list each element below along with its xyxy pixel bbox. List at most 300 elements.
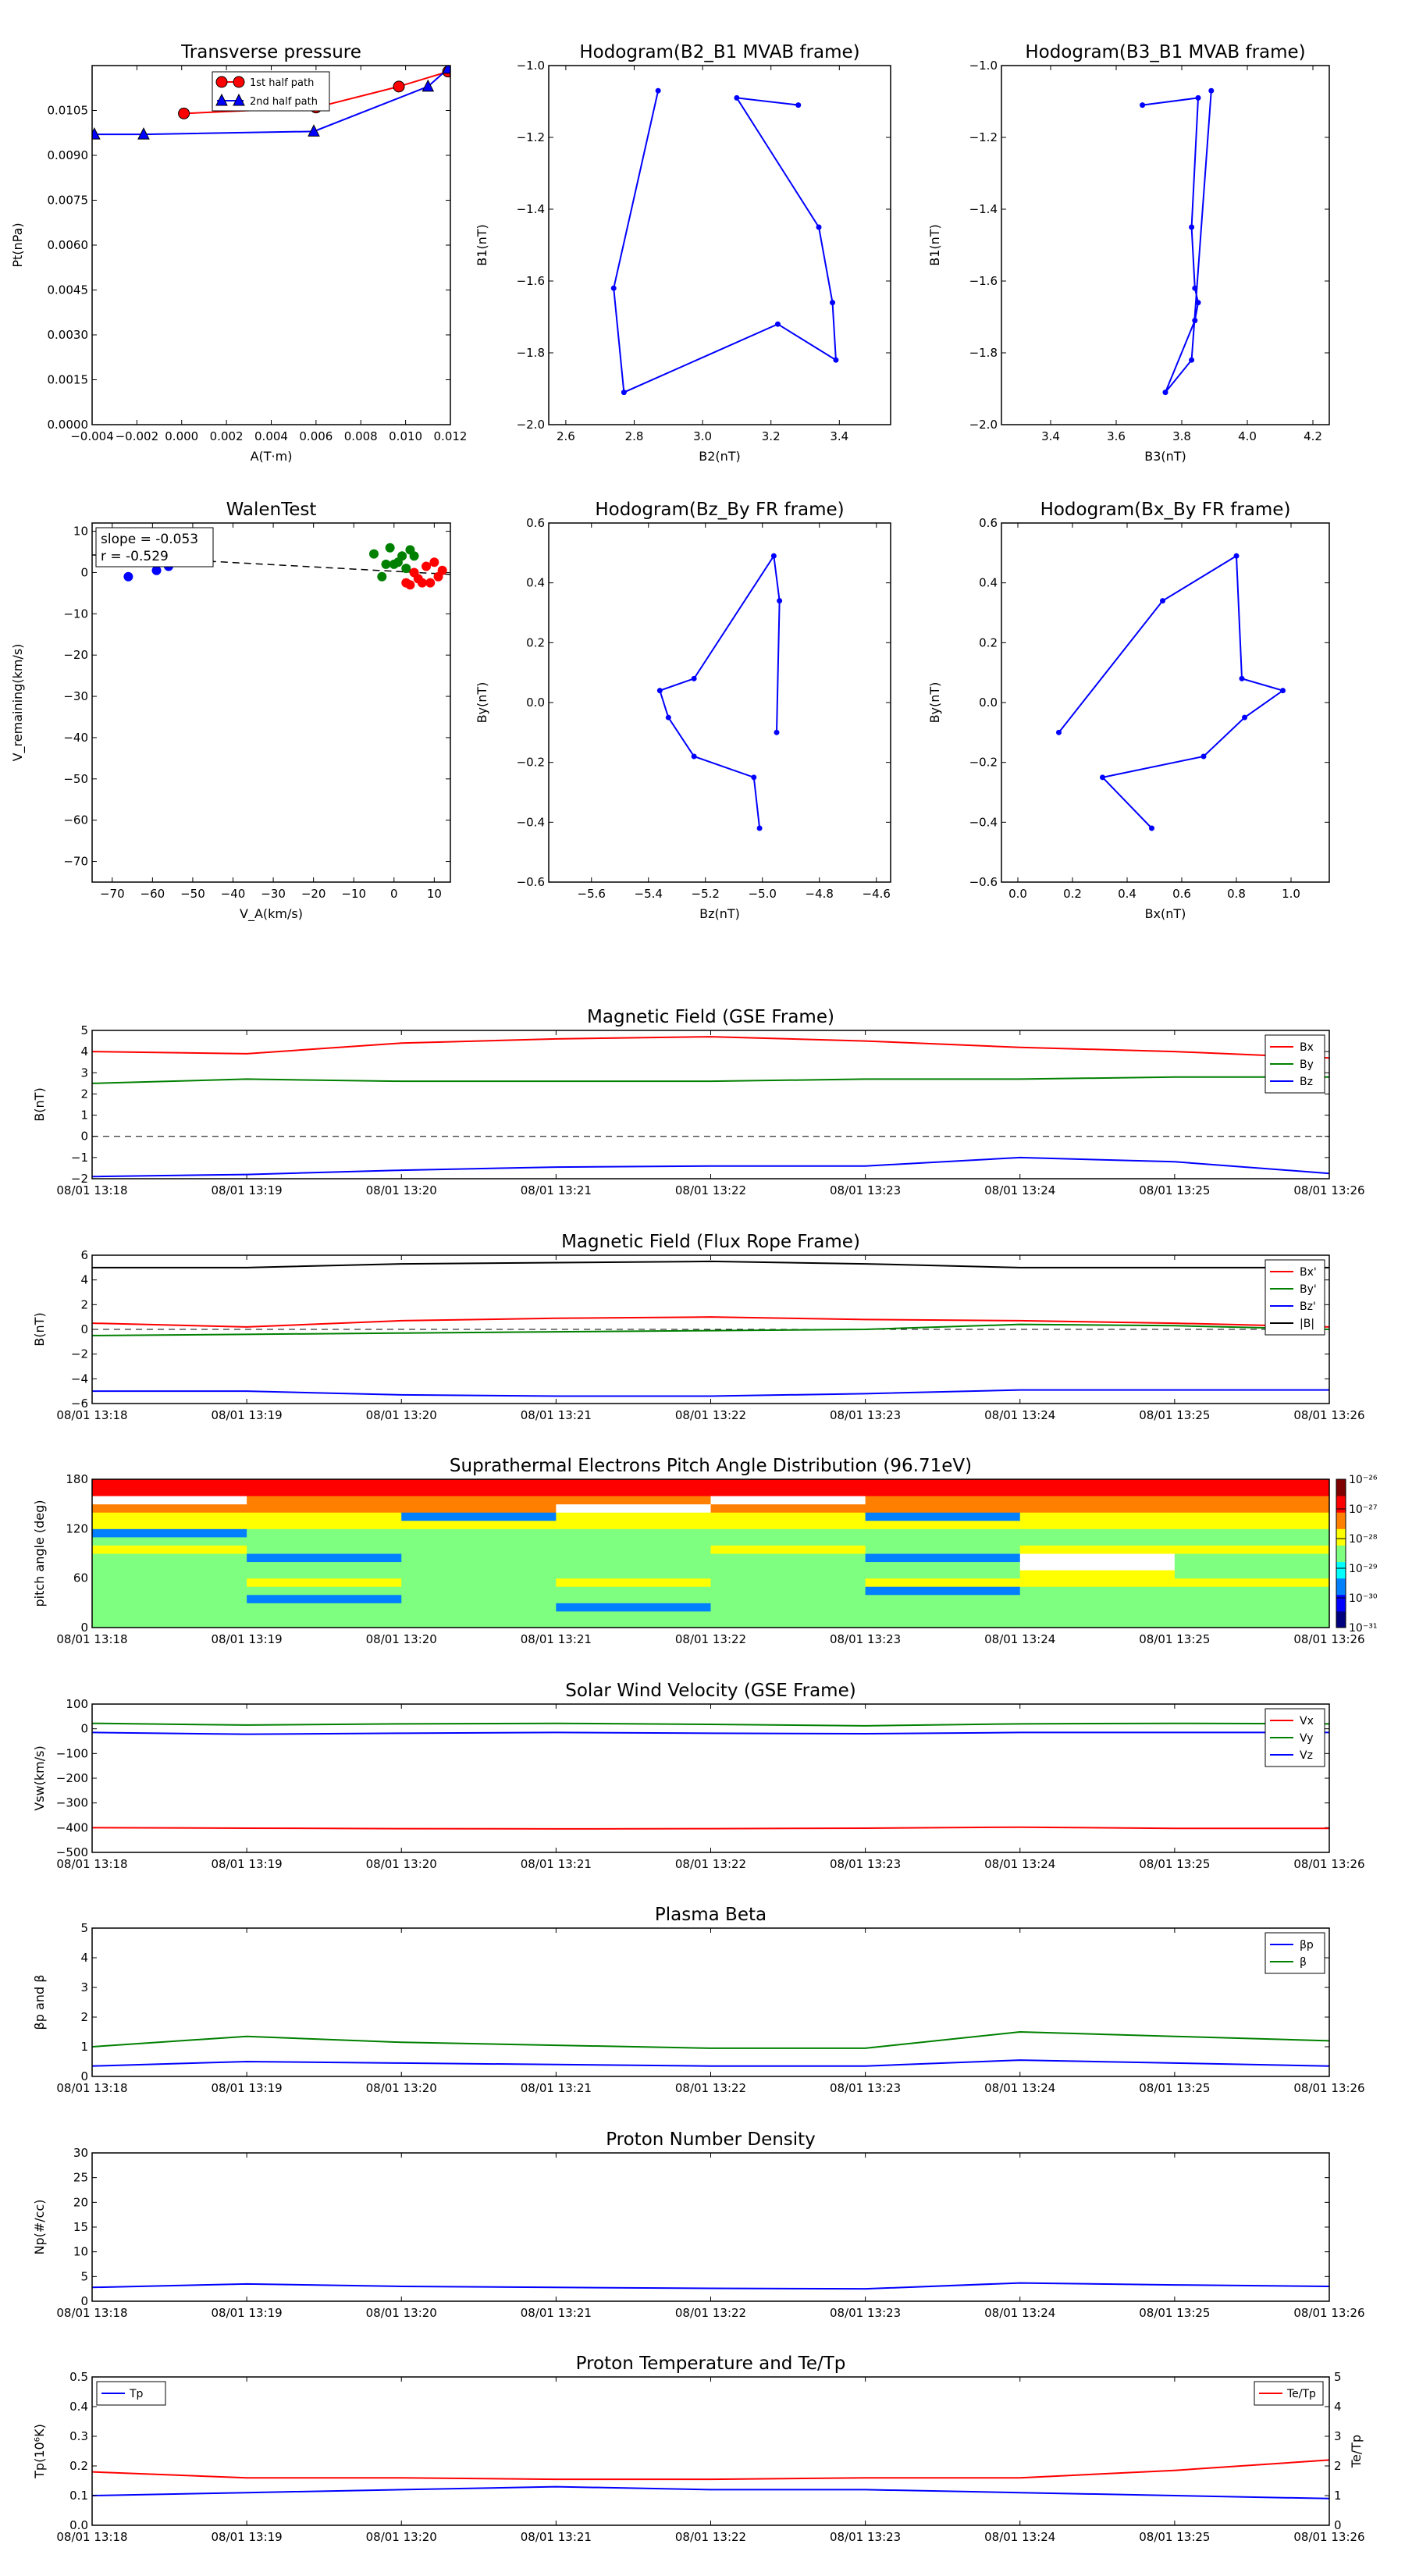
x-tick-label: 3.4: [1041, 429, 1060, 443]
y-tick-label: −1.4: [969, 202, 998, 216]
y-tick-label: −0.2: [516, 755, 545, 770]
y-tick-label: −60: [63, 813, 88, 827]
x-tick-label: 08/01 13:19: [211, 1183, 283, 1197]
colorbar-segment: [1336, 1578, 1346, 1596]
x-tick-label: 08/01 13:21: [520, 1857, 592, 1871]
heatmap-cell: [866, 1553, 1021, 1562]
heatmap-cell: [247, 1619, 402, 1628]
x-tick-label: 08/01 13:26: [1293, 2530, 1365, 2544]
y-tick-label: −200: [55, 1771, 88, 1785]
heatmap-cell: [401, 1595, 557, 1603]
y-tick-label: −500: [55, 1845, 88, 1859]
heatmap-cell: [866, 1512, 1021, 1521]
x-tick-label: 08/01 13:18: [56, 2306, 128, 2320]
y-tick-label: 0.0: [69, 2518, 88, 2532]
heatmap-cell: [711, 1545, 866, 1553]
heatmap-cell: [247, 1611, 402, 1620]
heatmap-cell: [711, 1496, 866, 1504]
data-point: [1196, 300, 1201, 305]
data-point: [757, 826, 763, 831]
heatmap-cell: [711, 1586, 866, 1595]
colorbar-segment: [1336, 1528, 1346, 1546]
colorbar-segment: [1336, 1595, 1346, 1612]
data-point: [666, 715, 671, 720]
y-tick-label: 6: [80, 1248, 88, 1262]
data-point: [830, 300, 835, 305]
heatmap-cell: [247, 1595, 402, 1603]
chart-title: Hodogram(B2_B1 MVAB frame): [579, 42, 860, 62]
legend-label: |B|: [1300, 1318, 1315, 1330]
x-tick-label: 08/01 13:26: [1293, 2306, 1365, 2320]
x-tick-label: 08/01 13:22: [674, 1183, 747, 1197]
x-axis-label: A(T·m): [250, 449, 293, 464]
x-tick-label: −70: [99, 887, 125, 901]
y-axis-label: pitch angle (deg): [32, 1500, 47, 1607]
x-tick-label: 08/01 13:24: [984, 2530, 1056, 2544]
chart-title: Magnetic Field (Flux Rope Frame): [561, 1232, 860, 1252]
x-tick-label: −5.0: [748, 887, 777, 901]
colorbar-tick-label: 10⁻²⁶: [1349, 1474, 1378, 1486]
y-tick-label: −400: [55, 1820, 88, 1835]
y-tick-label: 30: [73, 2146, 88, 2160]
x-tick-label: 08/01 13:25: [1139, 2306, 1211, 2320]
heatmap-cell: [866, 1586, 1021, 1595]
y-tick-label: −1.2: [516, 130, 545, 144]
heatmap-cell: [556, 1553, 711, 1562]
y-tick-label: 20: [73, 2195, 88, 2210]
colorbar-tick-label: 10⁻³¹: [1349, 1622, 1378, 1635]
data-point: [1140, 102, 1145, 108]
data-point: [621, 390, 627, 395]
y-tick-label: 2: [1334, 2459, 1342, 2473]
data-point: [410, 551, 419, 560]
y-tick-label: −1.0: [969, 59, 998, 73]
heatmap-cell: [1020, 1595, 1176, 1603]
legend-label: 2nd half path: [250, 96, 318, 108]
data-point: [393, 81, 404, 92]
y-tick-label: 0.4: [526, 575, 545, 590]
data-point: [429, 557, 439, 567]
data-point: [438, 566, 447, 575]
heatmap-cell: [92, 1537, 247, 1546]
heatmap-cell: [711, 1512, 866, 1521]
data-point: [1163, 390, 1168, 395]
x-tick-label: 08/01 13:19: [211, 2306, 283, 2320]
data-point: [1196, 95, 1201, 101]
data-point: [386, 543, 395, 553]
y-tick-label: 0.0015: [47, 372, 88, 387]
colorbar-tick-label: 10⁻²⁷: [1349, 1503, 1378, 1516]
data-point: [775, 322, 781, 327]
y-tick-label: 0: [80, 1621, 88, 1635]
heatmap-cell: [866, 1545, 1021, 1553]
x-tick-label: 08/01 13:24: [984, 1408, 1056, 1422]
heatmap-cell: [711, 1521, 866, 1529]
y-tick-label: 120: [66, 1521, 88, 1536]
x-tick-label: 08/01 13:19: [211, 2530, 283, 2544]
data-point: [1056, 730, 1062, 735]
data-point: [1208, 88, 1214, 94]
y-tick-label: −1.8: [969, 346, 998, 360]
x-tick-label: −5.6: [577, 887, 606, 901]
data-point: [369, 550, 379, 559]
data-point: [152, 566, 162, 575]
x-tick-label: 0.8: [1227, 887, 1246, 901]
y-tick-label: 0.3: [69, 2429, 88, 2443]
y-tick-label: −20: [63, 648, 88, 663]
heatmap-cell: [866, 1479, 1021, 1488]
y-tick-label: 0: [1334, 2518, 1342, 2532]
y-axis-label: B1(nT): [475, 224, 489, 266]
x-tick-label: 08/01 13:25: [1139, 1183, 1211, 1197]
heatmap-cell: [556, 1562, 711, 1571]
y-tick-label: 2: [80, 1297, 88, 1312]
legend-label: Bz': [1300, 1300, 1316, 1313]
y-tick-label: 100: [66, 1697, 88, 1711]
x-tick-label: 3.0: [693, 429, 713, 443]
y-tick-label: 0.0: [526, 696, 545, 710]
data-point: [410, 568, 419, 577]
heatmap-cell: [556, 1537, 711, 1546]
heatmap-cell: [556, 1619, 711, 1628]
x-tick-label: 08/01 13:24: [984, 1183, 1056, 1197]
data-point: [401, 564, 411, 573]
y-tick-label: −1.0: [516, 59, 545, 73]
x-tick-label: −0.004: [70, 429, 114, 443]
y-axis-label: Tp(10⁶K): [32, 2424, 47, 2478]
x-tick-label: 08/01 13:19: [211, 1632, 283, 1646]
heatmap-cell: [1175, 1512, 1330, 1521]
heatmap-cell: [1175, 1479, 1330, 1488]
heatmap-cell: [556, 1570, 711, 1578]
data-point: [233, 76, 244, 87]
chart-title: Hodogram(Bx_By FR frame): [1040, 500, 1291, 520]
y-tick-label: −0.2: [969, 755, 998, 770]
heatmap-cell: [866, 1578, 1021, 1587]
heatmap-cell: [247, 1570, 402, 1578]
chart-title: Proton Number Density: [606, 2129, 816, 2150]
x-tick-label: 0.008: [343, 429, 378, 443]
legend-label: 1st half path: [250, 77, 315, 89]
data-point: [422, 562, 431, 571]
x-tick-label: 0: [390, 887, 398, 901]
x-tick-label: 08/01 13:26: [1293, 1632, 1365, 1646]
x-tick-label: 08/01 13:23: [830, 1408, 902, 1422]
x-tick-label: 08/01 13:18: [56, 1183, 128, 1197]
heatmap-cell: [866, 1504, 1021, 1513]
x-tick-label: 4.0: [1238, 429, 1257, 443]
y-axis-label: Np(#/cc): [32, 2199, 47, 2255]
y-tick-label: 4: [1334, 2400, 1342, 2414]
legend-label: Te/Tp: [1287, 2388, 1316, 2400]
data-point: [771, 553, 777, 559]
heatmap-cell: [401, 1570, 557, 1578]
heatmap-cell: [1020, 1619, 1176, 1628]
heatmap-cell: [1020, 1545, 1176, 1553]
y-tick-label: 0.0: [979, 696, 998, 710]
heatmap-cell: [401, 1512, 557, 1521]
heatmap-cell: [1020, 1611, 1176, 1620]
data-point: [123, 572, 133, 582]
x-tick-label: −30: [261, 887, 286, 901]
heatmap-cell: [866, 1595, 1021, 1603]
legend-label: Bx: [1300, 1041, 1314, 1054]
annotation-text: r = -0.529: [101, 549, 169, 564]
heatmap-cell: [866, 1603, 1021, 1611]
x-tick-label: 08/01 13:18: [56, 2081, 128, 2095]
heatmap-cell: [247, 1512, 402, 1521]
heatmap-cell: [866, 1619, 1021, 1628]
data-point: [1242, 715, 1247, 720]
heatmap-cell: [1020, 1528, 1176, 1537]
heatmap-cell: [401, 1578, 557, 1587]
x-tick-label: 0.6: [1172, 887, 1191, 901]
x-tick-label: 08/01 13:20: [365, 1408, 437, 1422]
heatmap-cell: [1020, 1479, 1176, 1488]
y-tick-label: 0: [80, 2069, 88, 2083]
data-point: [692, 754, 697, 760]
y-tick-label: 0.0030: [47, 328, 88, 342]
y-tick-label: −6: [70, 1397, 88, 1411]
heatmap-cell: [401, 1521, 557, 1529]
heatmap-cell: [866, 1537, 1021, 1546]
heatmap-cell: [711, 1578, 866, 1587]
chart-title: WalenTest: [226, 500, 317, 520]
y-tick-label: 1: [80, 2040, 88, 2054]
x-tick-label: −10: [341, 887, 367, 901]
y-tick-label: 3: [80, 1980, 88, 1994]
heatmap-cell: [1020, 1488, 1176, 1496]
x-tick-label: 08/01 13:21: [520, 1408, 592, 1422]
chart-title: Plasma Beta: [654, 1905, 767, 1925]
x-tick-label: 08/01 13:20: [365, 2081, 437, 2095]
y-tick-label: 1: [1334, 2489, 1342, 2503]
x-tick-label: 10: [426, 887, 442, 901]
y-tick-label: −2.0: [516, 418, 545, 432]
x-axis-label: Bx(nT): [1144, 906, 1186, 921]
y-tick-label: −2: [70, 1347, 88, 1361]
y-tick-label: 0.6: [979, 516, 998, 530]
y-tick-label: −1: [70, 1150, 88, 1165]
y-tick-label: 180: [66, 1472, 88, 1486]
x-tick-label: 08/01 13:22: [674, 1408, 747, 1422]
chart-title: Suprathermal Electrons Pitch Angle Distribution (96.71eV): [449, 1456, 973, 1476]
heatmap-cell: [92, 1528, 247, 1537]
heatmap-cell: [401, 1611, 557, 1620]
heatmap-cell: [401, 1619, 557, 1628]
heatmap-cell: [401, 1488, 557, 1496]
y-axis-label: Vsw(km/s): [32, 1745, 47, 1811]
heatmap-cell: [1175, 1578, 1330, 1587]
data-point: [1160, 598, 1165, 603]
y-tick-label: 3: [1334, 2429, 1342, 2443]
heatmap-cell: [401, 1479, 557, 1488]
x-tick-label: 0.004: [254, 429, 288, 443]
heatmap-cell: [247, 1528, 402, 1537]
heatmap-cell: [92, 1619, 247, 1628]
y-tick-label: −1.8: [516, 346, 545, 360]
heatmap-cell: [92, 1504, 247, 1513]
heatmap-cell: [92, 1553, 247, 1562]
x-tick-label: −0.002: [115, 429, 159, 443]
y-tick-label: 10: [73, 2244, 88, 2259]
y-tick-label: −50: [63, 771, 88, 786]
data-point: [833, 358, 838, 363]
y-tick-label: 0.0060: [47, 238, 88, 252]
y-tick-label: −4: [70, 1372, 88, 1386]
data-point: [418, 578, 427, 588]
x-tick-label: 08/01 13:23: [830, 2081, 902, 2095]
y-tick-label: 0.0090: [47, 148, 88, 162]
heatmap-cell: [1175, 1562, 1330, 1571]
heatmap-cell: [556, 1488, 711, 1496]
heatmap-cell: [1175, 1545, 1330, 1553]
heatmap-cell: [1175, 1611, 1330, 1620]
legend-label: Bz: [1300, 1076, 1313, 1088]
colorbar-tick-label: 10⁻³⁰: [1349, 1592, 1378, 1605]
heatmap-cell: [556, 1479, 711, 1488]
heatmap-cell: [1175, 1553, 1330, 1562]
heatmap-cell: [866, 1562, 1021, 1571]
y-tick-label: 0.2: [979, 635, 998, 650]
x-tick-label: 0.0: [1008, 887, 1027, 901]
y-tick-label: 3: [80, 1066, 88, 1080]
y-tick-label: −0.4: [516, 815, 545, 830]
x-axis-label: Bz(nT): [699, 906, 740, 921]
x-tick-label: 3.6: [1107, 429, 1126, 443]
heatmap-cell: [401, 1537, 557, 1546]
x-tick-label: 08/01 13:24: [984, 2306, 1056, 2320]
x-tick-label: 2.6: [556, 429, 575, 443]
y-tick-label: 25: [73, 2170, 88, 2185]
heatmap-cell: [711, 1611, 866, 1620]
x-axis-label: B2(nT): [699, 449, 741, 464]
data-point: [611, 286, 617, 291]
heatmap-cell: [711, 1570, 866, 1578]
x-tick-label: −5.2: [691, 887, 720, 901]
data-point: [657, 688, 663, 693]
y-axis-label: B(nT): [32, 1312, 47, 1347]
heatmap-cell: [711, 1603, 866, 1611]
colorbar-segment: [1336, 1611, 1346, 1628]
heatmap-cell: [556, 1496, 711, 1504]
x-tick-label: 08/01 13:21: [520, 2530, 592, 2544]
heatmap-cell: [711, 1562, 866, 1571]
legend-label: Vx: [1300, 1715, 1314, 1727]
heatmap-cell: [556, 1512, 711, 1521]
x-tick-label: −50: [180, 887, 205, 901]
heatmap-cell: [247, 1578, 402, 1587]
heatmap-cell: [556, 1504, 711, 1513]
y-tick-label: 0.2: [69, 2459, 88, 2473]
y-tick-label: 0.0105: [47, 103, 88, 118]
heatmap-cell: [1020, 1586, 1176, 1595]
y-tick-label: 0.0000: [47, 418, 88, 432]
x-tick-label: 0.010: [389, 429, 423, 443]
y-tick-label: −2: [70, 1172, 88, 1186]
data-point: [1100, 774, 1105, 780]
heatmap-cell: [1175, 1595, 1330, 1603]
x-tick-label: −5.4: [634, 887, 663, 901]
colorbar-tick-label: 10⁻²⁸: [1349, 1533, 1378, 1546]
x-tick-label: 08/01 13:18: [56, 1632, 128, 1646]
heatmap-cell: [247, 1545, 402, 1553]
heatmap-cell: [711, 1528, 866, 1537]
y-tick-label: −1.6: [969, 274, 998, 288]
heatmap-cell: [1020, 1562, 1176, 1571]
data-point: [397, 551, 407, 560]
x-tick-label: 0.002: [209, 429, 244, 443]
y-axis-label: βp and β: [32, 1974, 47, 2030]
x-tick-label: 08/01 13:21: [520, 2306, 592, 2320]
heatmap-cell: [1175, 1521, 1330, 1529]
y-tick-label: −2.0: [969, 418, 998, 432]
heatmap-cell: [92, 1586, 247, 1595]
heatmap-cell: [401, 1496, 557, 1504]
heatmap-cell: [401, 1545, 557, 1553]
y-tick-label: 0.1: [69, 2489, 88, 2503]
y-tick-label: −1.4: [516, 202, 545, 216]
y-axis-label: By(nT): [475, 681, 489, 724]
x-tick-label: 08/01 13:25: [1139, 1632, 1211, 1646]
heatmap-cell: [711, 1504, 866, 1513]
heatmap-cell: [401, 1553, 557, 1562]
x-tick-label: 0.000: [165, 429, 199, 443]
x-tick-label: 08/01 13:20: [365, 1632, 437, 1646]
x-tick-label: 3.2: [761, 429, 781, 443]
y-tick-label: 2: [80, 2010, 88, 2024]
heatmap-cell: [401, 1528, 557, 1537]
chart-title: Transverse pressure: [181, 42, 361, 62]
y-tick-label: 4: [80, 1951, 88, 1965]
x-tick-label: 08/01 13:23: [830, 2530, 902, 2544]
y-tick-label: −1.6: [516, 274, 545, 288]
data-point: [377, 572, 386, 582]
x-tick-label: −60: [140, 887, 165, 901]
heatmap-cell: [1175, 1603, 1330, 1611]
y-axis-label: By(nT): [927, 681, 942, 724]
heatmap-cell: [1020, 1578, 1176, 1587]
heatmap-cell: [711, 1488, 866, 1496]
heatmap-cell: [1175, 1496, 1330, 1504]
y-tick-label: 0: [80, 1129, 88, 1144]
y-tick-label: −0.6: [516, 875, 545, 889]
x-tick-label: 08/01 13:19: [211, 2081, 283, 2095]
data-point: [692, 676, 697, 681]
x-tick-label: −4.6: [862, 887, 891, 901]
x-tick-label: 08/01 13:25: [1139, 2530, 1211, 2544]
y-tick-label: 5: [80, 2269, 88, 2284]
heatmap-cell: [247, 1479, 402, 1488]
data-point: [216, 76, 227, 87]
heatmap-cell: [401, 1562, 557, 1571]
data-point: [1149, 826, 1154, 831]
y-tick-label: 10: [73, 524, 88, 539]
y-tick-label: 0.5: [69, 2370, 88, 2384]
legend-label: By': [1300, 1283, 1317, 1296]
heatmap-cell: [247, 1488, 402, 1496]
heatmap-cell: [556, 1578, 711, 1587]
heatmap-cell: [711, 1537, 866, 1546]
data-point: [381, 560, 390, 569]
data-point: [405, 580, 414, 589]
y-tick-label: 0.0045: [47, 283, 88, 297]
y-tick-label: 1: [80, 1108, 88, 1123]
x-tick-label: 08/01 13:20: [365, 2530, 437, 2544]
colorbar-tick-label: 10⁻²⁹: [1349, 1563, 1378, 1575]
y-tick-label: 0.4: [69, 2400, 88, 2414]
heatmap-cell: [1175, 1570, 1330, 1578]
